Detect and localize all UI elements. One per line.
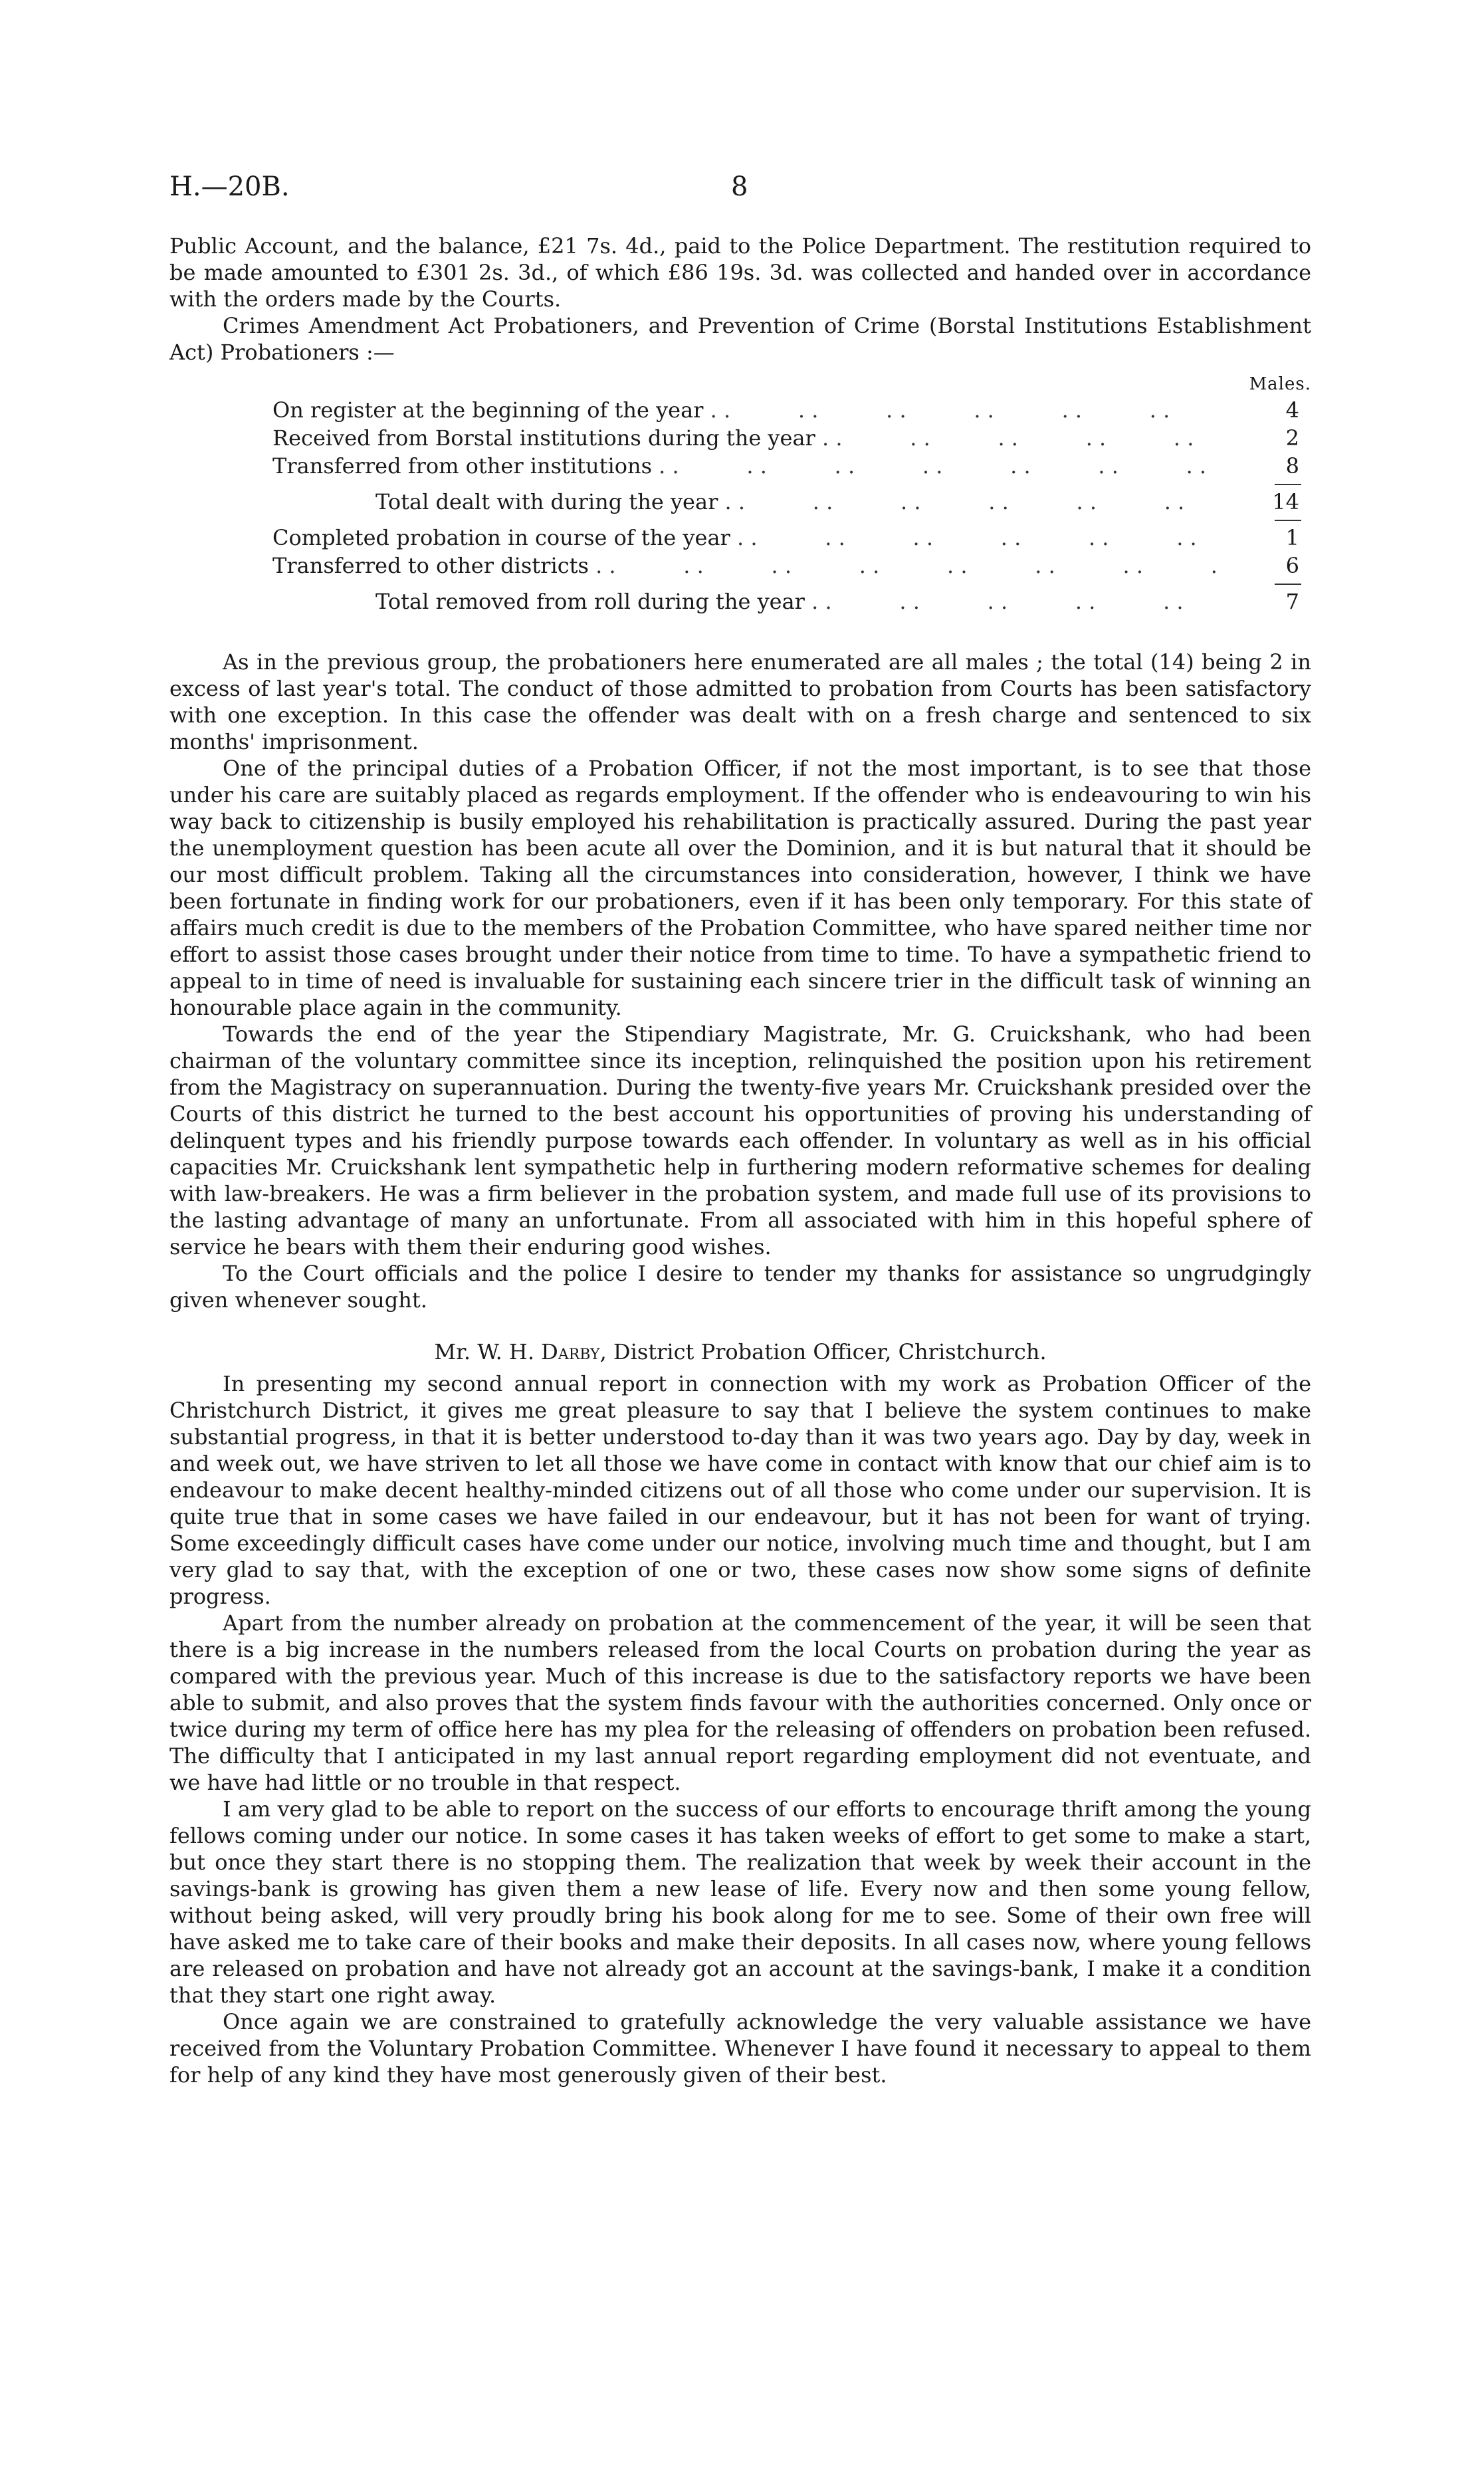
paragraph: To the Court officials and the police I desire to tender my thanks for assistance so ungrudgingly given whenever sought. bbox=[169, 1261, 1311, 1313]
table-row bbox=[169, 524, 1311, 552]
table-row bbox=[169, 396, 1311, 424]
page-body bbox=[169, 233, 1311, 2088]
total-removed-value: 7 bbox=[1285, 589, 1299, 614]
table-row bbox=[169, 452, 1311, 480]
row-label: Completed probation in course of the year . . bbox=[169, 524, 1219, 552]
paragraph: Apart from the number already on probation at the commencement of the year, it will be seen that there is a big increase in the numbers released from the local Courts on probation during the year as compared with the previous year. Much of this increase is due to the satisfactory reports we have been able to submit, and also proves that the system finds favour with the authorities concerned. Only once or twice during my term of office here has my plea for the releasing of offenders on probation been refused. The difficulty that I anticipated in my last annual report regarding employment did not eventuate, and we have had little or no trouble in that respect. bbox=[169, 1610, 1311, 1795]
page-header bbox=[0, 171, 1484, 211]
paragraph: I am very glad to be able to report on the success of our efforts to encourage thrift among the young fellows coming under our notice. In some cases it has taken weeks of effort to get some to make a start, but once they start there is no stopping them. The realization that week by week their account in the savings-bank is growing has given them a new lease of life. Every now and then some young fellow, without being asked, will very proudly bring his book along for me to see. Some of their own free will have asked me to take care of their books and make their deposits. In all cases now, where young fellows are released on probation and have not already got an account at the savings-bank, I make it a condition that they start one right away. bbox=[169, 1796, 1311, 2008]
row-value: 1 bbox=[1285, 525, 1299, 550]
row-value: 4 bbox=[1285, 397, 1299, 423]
row-label: Received from Borstal institutions during the year . . bbox=[169, 424, 1219, 452]
probationers-heading: Crimes Amendment Act Probationers, and Prevention of Crime (Borstal Institutions Establishment Act) Probationers :— bbox=[169, 313, 1311, 365]
paragraph: As in the previous group, the probationers here enumerated are all males ; the total (14) being 2 in excess of last year's total. The conduct of those admitted to probation from Courts has been satisfactory with one exception. In this case the offender was dealt with on a fresh charge and sentenced to six months' imprisonment. bbox=[169, 649, 1311, 754]
row-label: Transferred from other institutions . . bbox=[169, 452, 1219, 480]
table-row bbox=[169, 424, 1311, 452]
table-row bbox=[169, 552, 1311, 580]
paragraph: Once again we are constrained to gratefully acknowledge the very valuable assistance we have received from the Voluntary Probation Committee. Whenever I have found it necessary to appeal to them for help of any kind they have most generously given of their best. bbox=[169, 2009, 1311, 2088]
officer-name: Darby bbox=[541, 1339, 600, 1364]
paragraph: One of the principal duties of a Probation Officer, if not the most important, is to see that those under his care are suitably placed as regards employment. If the offender who is endeavouring to win his way back to citizenship is busily employed his rehabilitation is practically assured. During the past year the unemployment question has been acute all over the Dominion, and it is but natural that it should be our most difficult problem. Taking all the circumstances into consideration, however, I think we have been fortunate in finding work for our probationers, even if it has been only temporary. For this state of affairs much credit is due to the members of the Probation Committee, who have spared neither time nor effort to assist those cases brought under their notice from time to time. To have a sympathetic friend to appeal to in time of need is invaluable for sustaining each sincere trier in the difficult task of winning an honourable place again in the community. bbox=[169, 756, 1311, 1020]
total-removed-row bbox=[169, 588, 1311, 615]
row-label: Transferred to other districts . . bbox=[169, 552, 1219, 580]
males-column-header: Males. bbox=[1249, 374, 1311, 394]
probationers-table bbox=[169, 372, 1311, 615]
section-heading-suffix: , District Probation Officer, Christchurch. bbox=[599, 1339, 1047, 1364]
total-dealt-value: 14 bbox=[1272, 489, 1299, 514]
paragraph: Towards the end of the year the Stipendiary Magistrate, Mr. G. Cruickshank, who had been chairman of the voluntary committee since its inception, relinquished the position upon his retirement from the Magistracy on superannuation. During the twenty-five years Mr. Cruickshank presided over the Courts of this district he turned to the best account his opportunities of proving his understanding of delinquent types and his friendly purpose towards each offender. In voluntary as well as in his official capacities Mr. Cruickshank lent sympathetic help in furthering modern reformative schemes for dealing with law-breakers. He was a firm believer in the probation system, and made full use of its provisions to the lasting advantage of many an unfortunate. From all associated with him in this hopeful sphere of service he bears with them their enduring good wishes. bbox=[169, 1022, 1311, 1259]
section-heading-prefix: Mr. W. H. bbox=[434, 1339, 542, 1364]
row-value: 6 bbox=[1285, 553, 1299, 578]
total-dealt-row bbox=[169, 488, 1311, 516]
document-reference: H.—20B. bbox=[169, 171, 290, 202]
row-value: 8 bbox=[1285, 453, 1299, 479]
sum-rule bbox=[169, 516, 1311, 524]
paragraph: In presenting my second annual report in connection with my work as Probation Officer of the Christchurch District, it gives me great pleasure to say that I believe the system continues to make substantial progress, in that it is better understood to-day than it was two years ago. Day by day, week in and week out, we have striven to let all those we have come in contact with know that our chief aim is to endeavour to make decent healthy-minded citizens out of all those who come under our supervision. It is quite true that in some cases we have failed in our endeavour, but it has not been for want of trying. Some exceedingly difficult cases have come under our notice, involving much time and thought, but I am very glad to say that, with the exception of one or two, these cases now show some signs of definite progress. bbox=[169, 1371, 1311, 1609]
intro-paragraph: Public Account, and the balance, £21 7s. 4d., paid to the Police Department. The restitution required to be made amounted to £301 2s. 3d., of which £86 19s. 3d. was collected and handed over in accordance with the orders made by the Courts. bbox=[169, 233, 1311, 312]
row-label: On register at the beginning of the year . . bbox=[169, 396, 1219, 424]
sum-rule bbox=[169, 480, 1311, 488]
sum-rule bbox=[169, 580, 1311, 588]
total-removed-label: Total removed from roll during the year . . bbox=[169, 588, 1219, 615]
page-number: 8 bbox=[731, 171, 748, 202]
section-heading bbox=[169, 1339, 1311, 1365]
total-dealt-label: Total dealt with during the year . . bbox=[169, 488, 1219, 516]
row-value: 2 bbox=[1285, 425, 1299, 451]
